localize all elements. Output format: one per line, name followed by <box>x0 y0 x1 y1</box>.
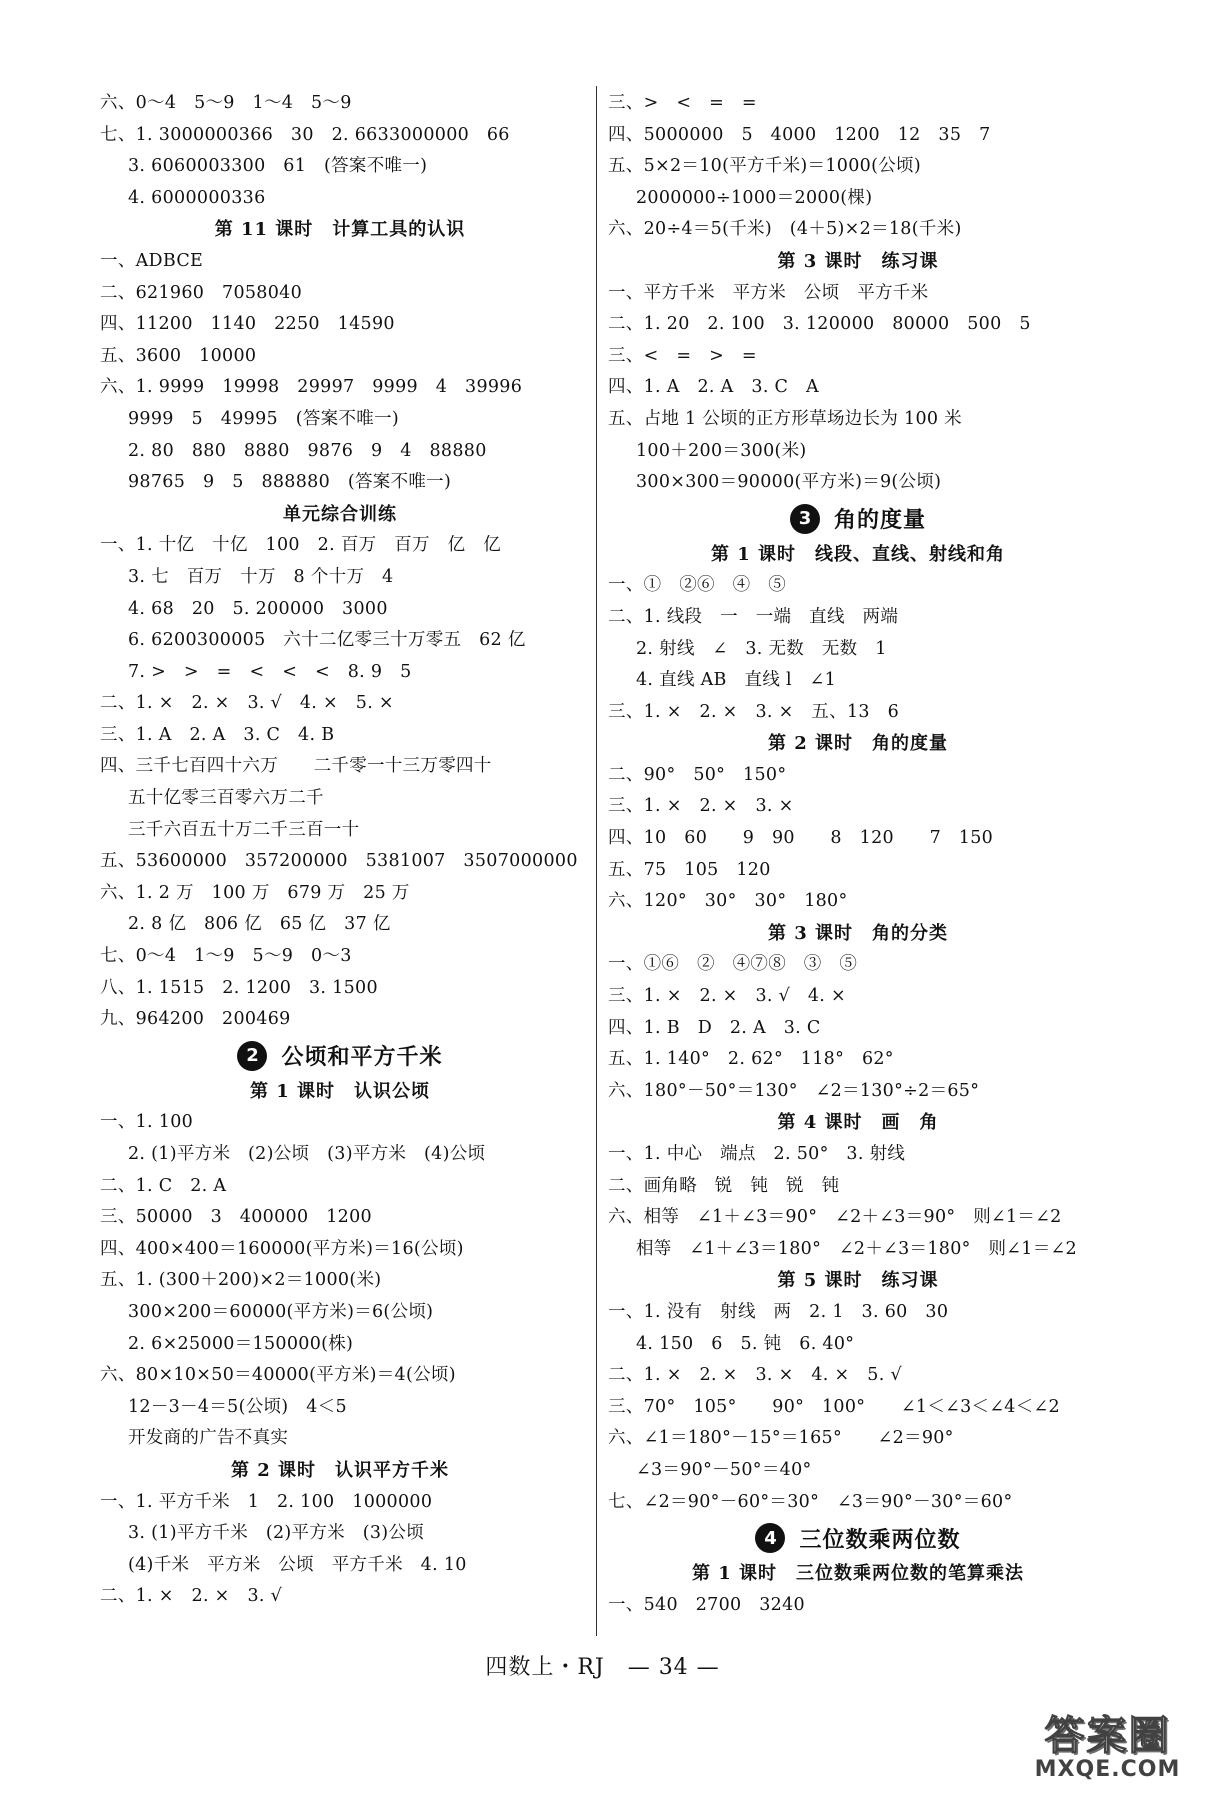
answer-line: 二、1. × 2. × 3. √ 4. × 5. × <box>100 693 394 714</box>
answer-line: 二、1. C 2. A <box>100 1175 227 1196</box>
lesson-heading: 第 2 课时 认识平方千米 <box>230 1459 450 1481</box>
lesson-heading: 第 1 课时 认识公顷 <box>249 1080 431 1102</box>
answer-line: 一、①⑥ ② ④⑦⑧ ③ ⑤ <box>608 954 858 975</box>
answer-line: 四、1. B D 2. A 3. C <box>608 1017 821 1038</box>
answer-line: 相等 ∠1＋∠3＝180° ∠2＋∠3＝180° 则∠1＝∠2 <box>636 1238 1077 1259</box>
answer-line: 12－3－4＝5(公顷) 4＜5 <box>128 1396 347 1417</box>
left-column <box>100 88 580 1613</box>
answer-line: 一、平方千米 平方米 公顷 平方千米 <box>608 282 929 303</box>
answer-line: 二、621960 7058040 <box>100 282 303 303</box>
answer-line: 二、1. 线段 一 一端 直线 两端 <box>608 606 899 627</box>
answer-line: 四、400×400＝160000(平方米)＝16(公顷) <box>100 1238 464 1259</box>
answer-line: 七、0～4 1～9 5～9 0～3 <box>100 946 352 967</box>
answer-line: 300×300＝90000(平方米)＝9(公顷) <box>636 472 942 493</box>
answer-line: 4. 150 6 5. 钝 6. 40° <box>636 1333 855 1354</box>
unit-number-badge: 4 <box>755 1523 785 1553</box>
answer-line: 300×200＝60000(平方米)＝6(公顷) <box>128 1301 434 1322</box>
answer-line: 二、1. × 2. × 3. √ <box>100 1586 283 1607</box>
answer-line: 一、1. 100 <box>100 1112 194 1133</box>
answer-line: 一、1. 十亿 十亿 100 2. 百万 百万 亿 亿 <box>100 535 502 556</box>
unit-header <box>608 1518 1108 1558</box>
column-divider <box>596 86 597 1636</box>
answer-line: 二、1. 20 2. 100 3. 120000 80000 500 5 <box>608 314 1031 335</box>
answer-line: 三、> < = = <box>608 93 757 113</box>
answer-line: 二、90° 50° 150° <box>608 764 787 785</box>
unit-title: 三位数乘两位数 <box>799 1527 961 1553</box>
answer-line: 4. 6000000336 <box>128 187 266 208</box>
answer-line: 9999 5 49995 (答案不唯一) <box>128 408 399 429</box>
lesson-heading: 单元综合训练 <box>283 503 397 525</box>
answer-line: 五十亿零三百零六万二千 <box>128 788 324 809</box>
answer-line: 六、1. 2 万 100 万 679 万 25 万 <box>100 882 410 903</box>
answer-line: 2. (1)平方米 (2)公顷 (3)平方米 (4)公顷 <box>128 1144 486 1164</box>
answer-line: 五、75 105 120 <box>608 859 771 880</box>
lesson-heading: 第 4 课时 画 角 <box>777 1112 939 1134</box>
unit-header <box>100 1036 580 1076</box>
right-column <box>608 88 1108 1621</box>
answer-line: 开发商的广告不真实 <box>128 1428 289 1449</box>
answer-line: 五、5×2＝10(平方千米)＝1000(公顷) <box>608 156 921 177</box>
watermark-title: 答案圈 <box>1044 1713 1171 1759</box>
answer-line: 三、1. A 2. A 3. C 4. B <box>100 724 335 745</box>
answer-line: 六、120° 30° 30° 180° <box>608 891 848 912</box>
unit-title: 公顷和平方千米 <box>281 1045 443 1071</box>
answer-line: 三、< = > = <box>608 345 757 366</box>
unit-number-badge: 3 <box>790 504 820 534</box>
answer-line: 七、∠2＝90°－60°＝30° ∠3＝90°－30°＝60° <box>608 1491 1013 1512</box>
answer-line: 三、1. × 2. × 3. × <box>608 796 794 817</box>
lesson-heading: 第 1 课时 三位数乘两位数的笔算乘法 <box>691 1563 1025 1585</box>
answer-line: 六、20÷4＝5(千米) (4＋5)×2＝18(千米) <box>608 219 962 240</box>
answer-line: 一、1. 中心 端点 2. 50° 3. 射线 <box>608 1144 906 1164</box>
answer-line: 4. 直线 AB 直线 l ∠1 <box>636 670 837 691</box>
answer-line: 六、相等 ∠1＋∠3＝90° ∠2＋∠3＝90° 则∠1＝∠2 <box>608 1207 1062 1228</box>
answer-line: 四、1. A 2. A 3. C A <box>608 377 819 398</box>
answer-line: 四、三千七百四十六万 二千零一十三万零四十 <box>100 756 492 777</box>
answer-line: 三、50000 3 400000 1200 <box>100 1207 372 1228</box>
page-footer: 四数上・RJ — 34 — <box>485 1655 720 1680</box>
answer-line: 六、1. 9999 19998 29997 9999 4 39996 <box>100 377 523 398</box>
answer-line: 7. > > = < < < 8. 9 5 <box>128 661 412 682</box>
answer-line: 五、1. 140° 2. 62° 118° 62° <box>608 1049 894 1070</box>
answer-line: 4. 68 20 5. 200000 3000 <box>128 598 388 619</box>
answer-line: 四、5000000 5 4000 1200 12 35 7 <box>608 124 991 145</box>
lesson-heading: 第 2 课时 角的度量 <box>767 733 949 755</box>
answer-line: ∠3＝90°－50°＝40° <box>636 1459 812 1480</box>
answer-line: 九、964200 200469 <box>100 1009 291 1030</box>
answer-line: 一、① ②⑥ ④ ⑤ <box>608 575 786 596</box>
answer-line: 六、0～4 5～9 1～4 5～9 <box>100 93 352 113</box>
answer-line: 五、3600 10000 <box>100 345 257 366</box>
answer-line: 2000000÷1000＝2000(棵) <box>636 187 873 208</box>
answer-line: 一、1. 平方千米 1 2. 100 1000000 <box>100 1491 433 1512</box>
answer-line: 3. 6060003300 61 (答案不唯一) <box>128 156 428 177</box>
answer-line: 七、1. 3000000366 30 2. 6633000000 66 <box>100 124 510 145</box>
lesson-heading: 第 5 课时 练习课 <box>777 1270 939 1292</box>
answer-line: 3. (1)平方千米 (2)平方米 (3)公顷 <box>128 1523 425 1544</box>
answer-line: 三、1. × 2. × 3. √ 4. × <box>608 986 846 1007</box>
answer-line: 2. 射线 ∠ 3. 无数 无数 1 <box>636 638 887 659</box>
unit-number-badge: 2 <box>237 1041 267 1071</box>
answer-line: 三、1. × 2. × 3. × 五、13 6 <box>608 701 900 722</box>
answer-line: 三、70° 105° 90° 100° ∠1＜∠3＜∠4＜∠2 <box>608 1396 1060 1417</box>
unit-header <box>608 499 1108 539</box>
answer-line: 一、1. 没有 射线 两 2. 1 3. 60 30 <box>608 1301 949 1322</box>
unit-title: 角的度量 <box>833 508 926 534</box>
answer-line: 一、ADBCE <box>100 250 204 271</box>
lesson-heading: 第 1 课时 线段、直线、射线和角 <box>710 543 1006 565</box>
answer-line: 八、1. 1515 2. 1200 3. 1500 <box>100 977 378 998</box>
answer-line: 四、10 60 9 90 8 120 7 150 <box>608 828 994 849</box>
answer-line: 98765 9 5 888880 (答案不唯一) <box>128 472 452 493</box>
answer-line: 一、540 2700 3240 <box>608 1594 805 1615</box>
answer-line: 三千六百五十万二千三百一十 <box>128 819 360 840</box>
answer-line: 100＋200＝300(米) <box>636 440 807 461</box>
answer-line: 六、∠1＝180°－15°＝165° ∠2＝90° <box>608 1428 954 1449</box>
answer-line: (4)千米 平方米 公顷 平方千米 4. 10 <box>128 1554 467 1575</box>
watermark-logo <box>1020 1708 1195 1788</box>
lesson-heading: 第 3 课时 角的分类 <box>767 922 949 944</box>
answer-line: 二、1. × 2. × 3. × 4. × 5. √ <box>608 1365 902 1386</box>
answer-line: 五、1. (300＋200)×2＝1000(米) <box>100 1270 382 1291</box>
answer-line: 2. 6×25000＝150000(株) <box>128 1333 354 1354</box>
lesson-heading: 第 11 课时 计算工具的认识 <box>214 219 466 241</box>
answer-line: 六、180°－50°＝130° ∠2＝130°÷2＝65° <box>608 1080 980 1101</box>
answer-line: 二、画角略 锐 钝 锐 钝 <box>608 1175 840 1196</box>
answer-line: 2. 80 880 8880 9876 9 4 88880 <box>128 440 487 461</box>
lesson-heading: 第 3 课时 练习课 <box>777 250 939 272</box>
watermark-url: MXQE.COM <box>1034 1757 1181 1782</box>
answer-line: 2. 8 亿 806 亿 65 亿 37 亿 <box>128 914 391 935</box>
answer-line: 四、11200 1140 2250 14590 <box>100 314 395 335</box>
answer-line: 五、占地 1 公顷的正方形草场边长为 100 米 <box>608 408 962 429</box>
answer-line: 六、80×10×50＝40000(平方米)＝4(公顷) <box>100 1365 456 1386</box>
answer-line: 五、53600000 357200000 5381007 3507000000 <box>100 851 578 872</box>
answer-line: 3. 七 百万 十万 8 个十万 4 <box>128 566 394 587</box>
answer-line: 6. 6200300005 六十二亿零三十万零五 62 亿 <box>128 630 526 651</box>
